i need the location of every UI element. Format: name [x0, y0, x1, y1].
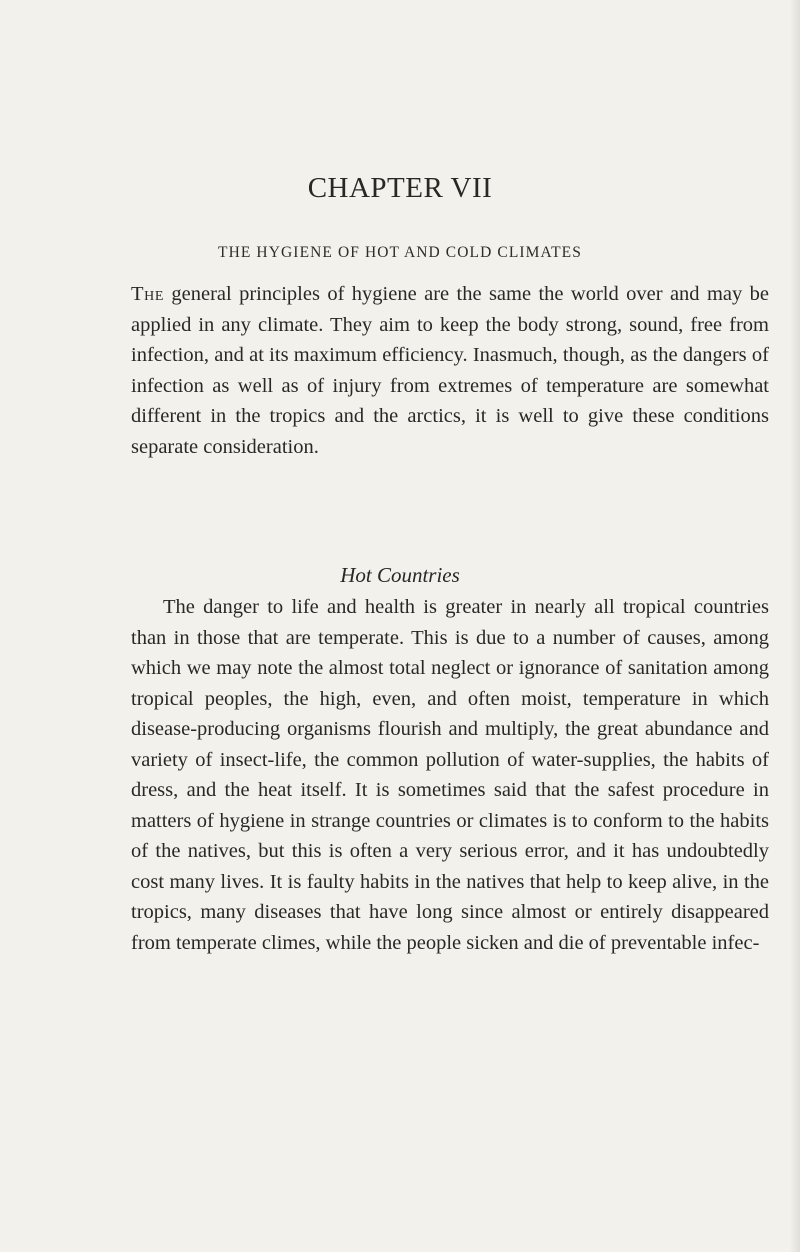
intro-paragraph — [131, 279, 769, 462]
section-paragraph: The danger to life and health is greater in nearly all tropical countries than in those that are temperate. This is due to a number of causes, among which we may note the almost total neglect or ignorance of sanitation among tropical peoples, the high, even, and often moist, temperature in which disease-producing organisms flourish and multiply, the great abundance and variety of insect-life, the common pollution of water-supplies, the habits of dress, and the heat itself. It is sometimes said that the safest procedure in matters of hygiene in strange countries or climates is to conform to the habits of the natives, but this is often a very serious error, and it has undoubtedly cost many lives. It is faulty habits in the natives that help to keep alive, in the tropics, many diseases that have long since almost or entirely disappeared from temperate climes, while the people sicken and die of preventable infec- — [131, 596, 769, 954]
section-heading: Hot Countries — [340, 563, 460, 587]
chapter-heading: CHAPTER VII — [307, 172, 493, 204]
intro-body-text: general principles of hygiene are the same the world over and may be applied in any climate. They aim to keep the body strong, sound, free from infection, and at its maximum efficiency. Inasmuch, though, as the dangers of infection as well as of injury from extremes of temperature are somewhat different in the tropics and the arctics, it is well to give these conditions separate consideration. — [131, 283, 769, 458]
chapter-subtitle: THE HYGIENE OF HOT AND COLD CLIMATES — [218, 244, 582, 261]
intro-lead-word: The — [131, 283, 164, 305]
